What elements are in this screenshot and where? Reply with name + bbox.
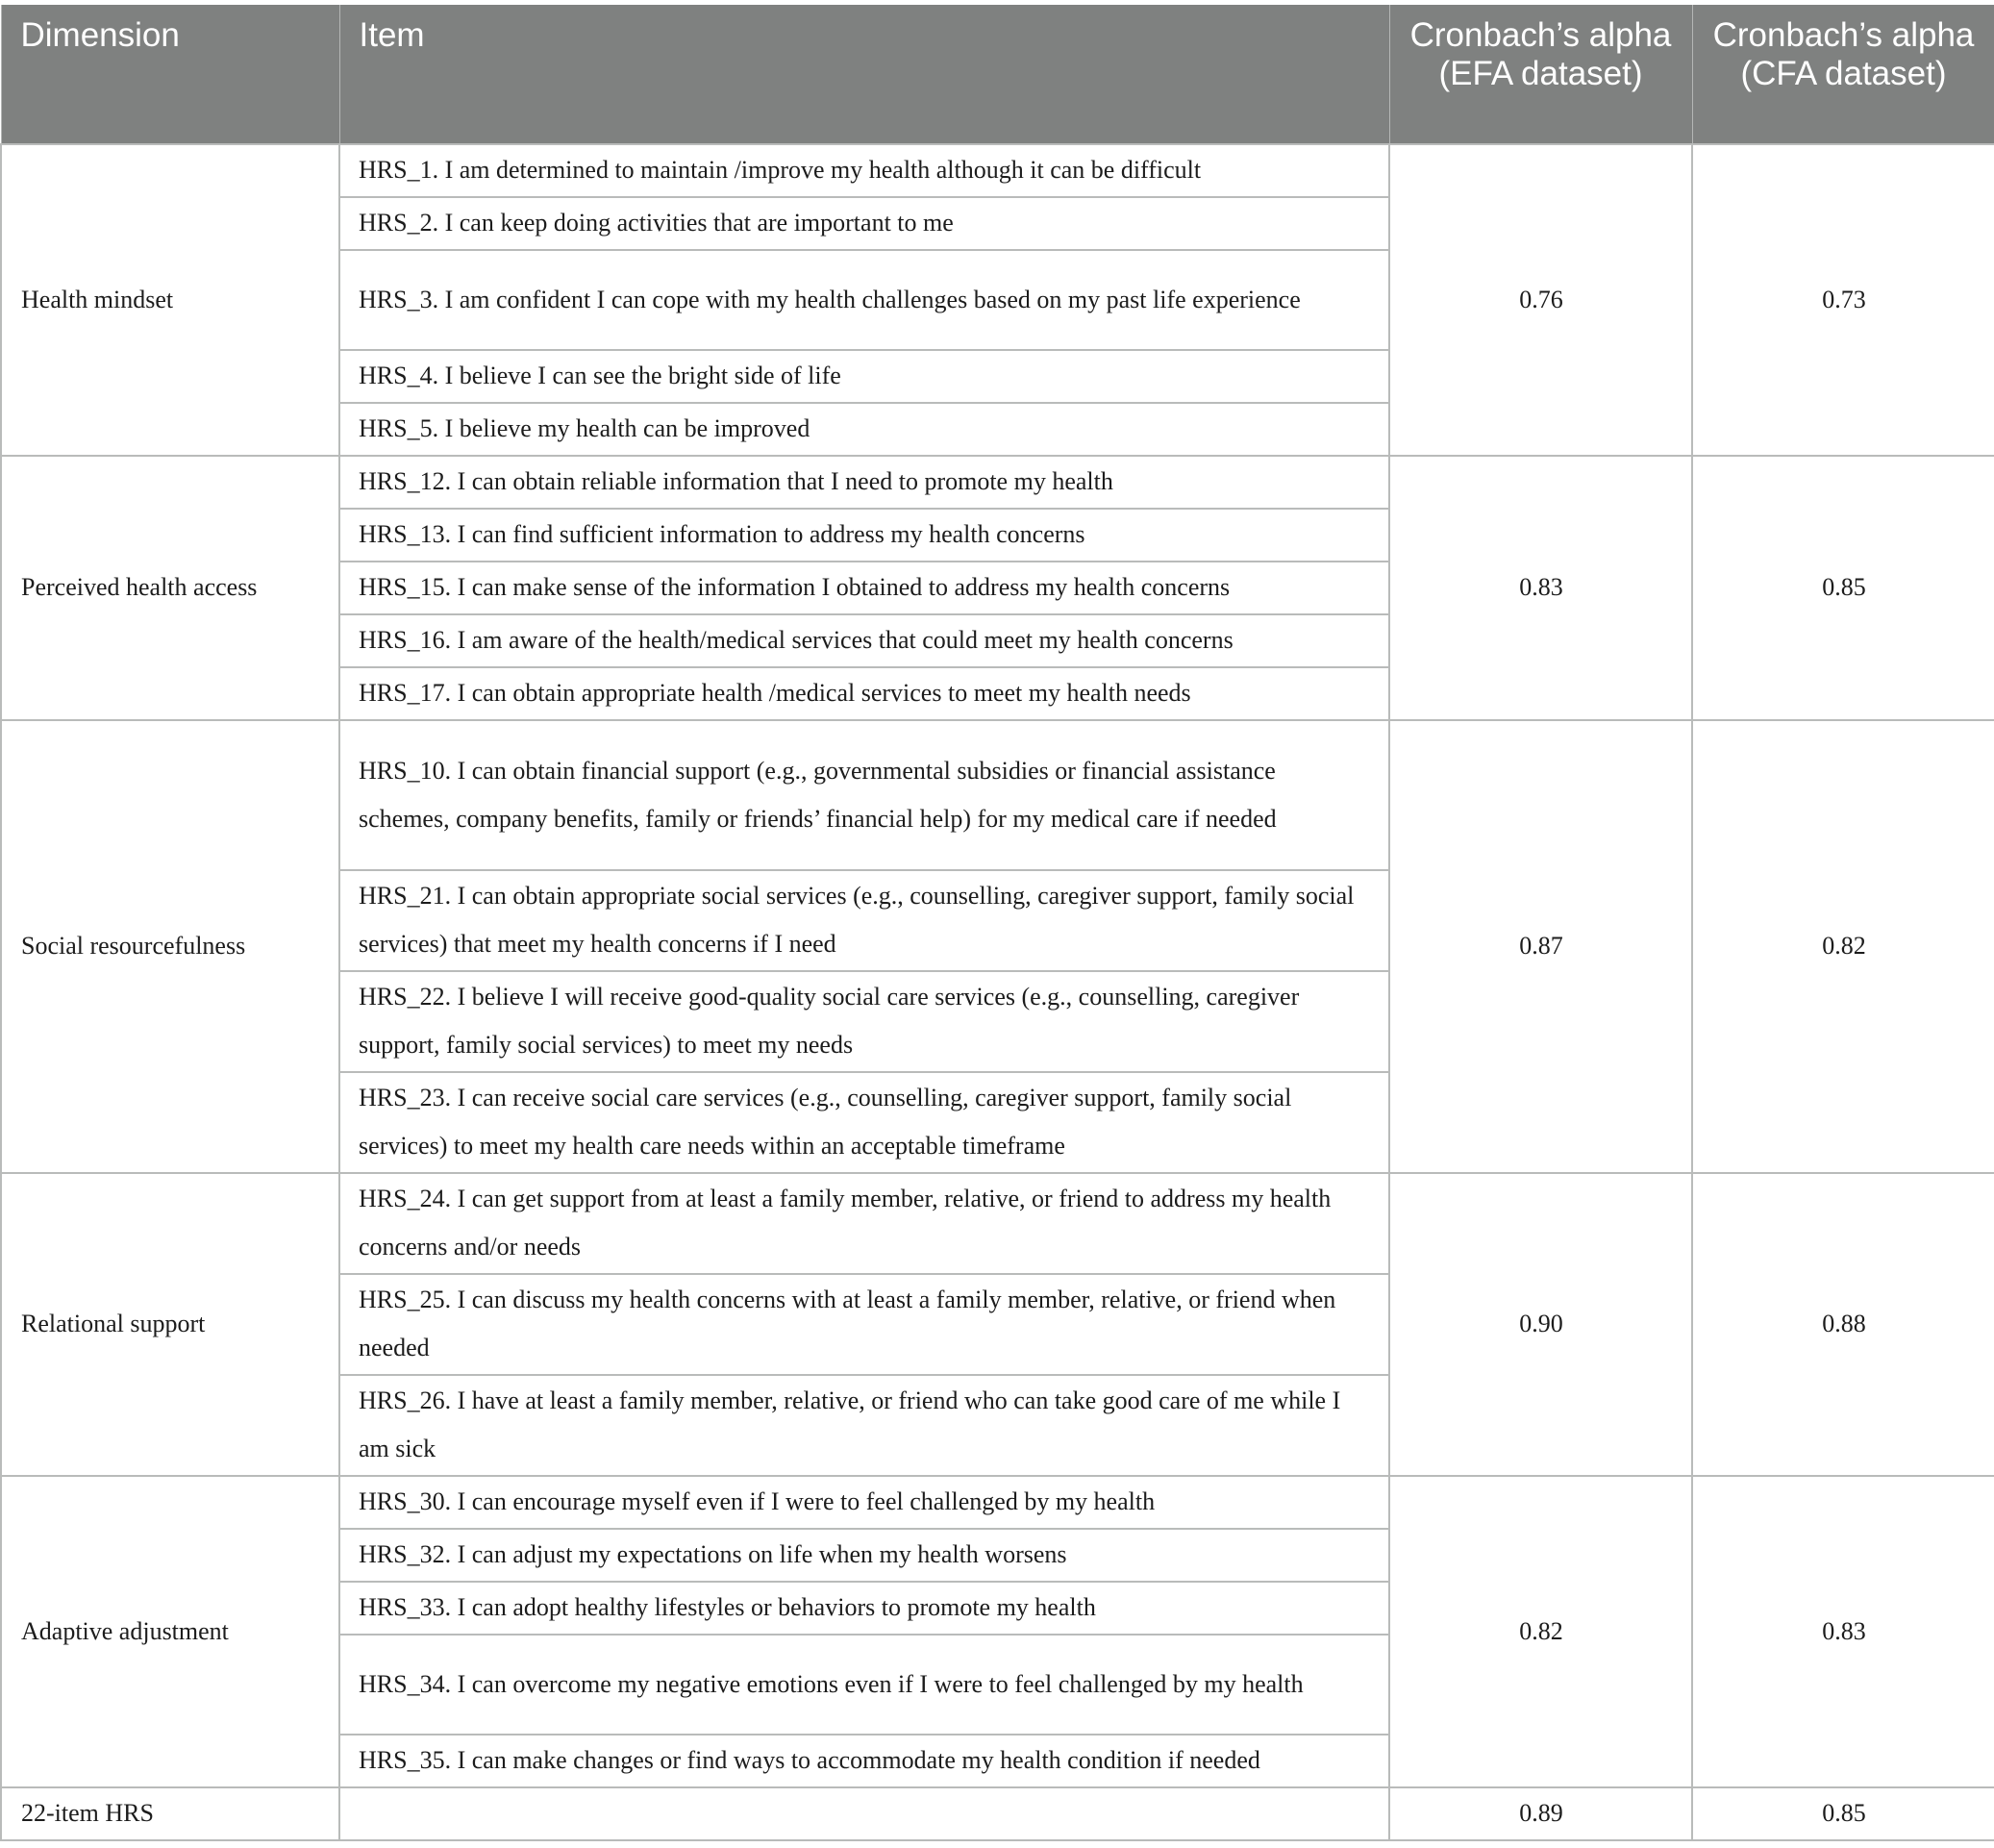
item-cell: HRS_12. I can obtain reliable information that I need to promote my health (339, 456, 1389, 509)
item-cell: HRS_16. I am aware of the health/medical services that could meet my health concerns (339, 614, 1389, 667)
alpha-efa-cell: 0.76 (1389, 144, 1692, 456)
dimension-cell: Adaptive adjustment (1, 1476, 339, 1787)
reliability-table (0, 5, 1994, 1841)
item-cell: HRS_26. I have at least a family member, relative, or friend who can take good care of me while I am sick (339, 1375, 1389, 1476)
item-cell: HRS_4. I believe I can see the bright side of life (339, 350, 1389, 403)
header-item: Item (339, 5, 1389, 144)
header-alpha-cfa: Cronbach’s alpha (CFA dataset) (1692, 5, 1994, 144)
dimension-cell: Health mindset (1, 144, 339, 456)
item-cell: HRS_30. I can encourage myself even if I were to feel challenged by my health (339, 1476, 1389, 1529)
total-alpha-cfa-cell: 0.85 (1692, 1787, 1994, 1840)
table-row (1, 1476, 1994, 1529)
dimension-cell: Perceived health access (1, 456, 339, 720)
item-cell: HRS_10. I can obtain financial support (e.g., governmental subsidies or financial assistance schemes, company benefits, family or friends’ financial help) for my medical care if needed (339, 720, 1389, 870)
total-item-cell (339, 1787, 1389, 1840)
dimension-cell: Social resourcefulness (1, 720, 339, 1173)
header-row (1, 5, 1994, 144)
total-row (1, 1787, 1994, 1840)
table-body (1, 144, 1994, 1840)
alpha-cfa-cell: 0.88 (1692, 1173, 1994, 1476)
alpha-efa-cell: 0.90 (1389, 1173, 1692, 1476)
item-cell: HRS_25. I can discuss my health concerns with at least a family member, relative, or friend when needed (339, 1274, 1389, 1375)
item-cell: HRS_22. I believe I will receive good-quality social care services (e.g., counselling, caregiver support, family social services) to meet my needs (339, 971, 1389, 1072)
total-dimension-cell: 22-item HRS (1, 1787, 339, 1840)
item-cell: HRS_5. I believe my health can be improved (339, 403, 1389, 456)
alpha-cfa-cell: 0.73 (1692, 144, 1994, 456)
header-dimension: Dimension (1, 5, 339, 144)
table-row (1, 720, 1994, 870)
alpha-efa-cell: 0.87 (1389, 720, 1692, 1173)
alpha-cfa-cell: 0.82 (1692, 720, 1994, 1173)
table-header (1, 5, 1994, 144)
item-cell: HRS_1. I am determined to maintain /improve my health although it can be difficult (339, 144, 1389, 197)
table-row (1, 144, 1994, 197)
table-row (1, 1173, 1994, 1274)
item-cell: HRS_33. I can adopt healthy lifestyles or behaviors to promote my health (339, 1582, 1389, 1635)
item-cell: HRS_34. I can overcome my negative emotions even if I were to feel challenged by my health (339, 1635, 1389, 1735)
alpha-efa-cell: 0.82 (1389, 1476, 1692, 1787)
alpha-cfa-cell: 0.83 (1692, 1476, 1994, 1787)
item-cell: HRS_15. I can make sense of the information I obtained to address my health concerns (339, 562, 1389, 614)
alpha-cfa-cell: 0.85 (1692, 456, 1994, 720)
item-cell: HRS_23. I can receive social care services (e.g., counselling, caregiver support, family social services) to meet my health care needs within an acceptable timeframe (339, 1072, 1389, 1173)
dimension-cell: Relational support (1, 1173, 339, 1476)
table-row (1, 456, 1994, 509)
item-cell: HRS_32. I can adjust my expectations on life when my health worsens (339, 1529, 1389, 1582)
item-cell: HRS_24. I can get support from at least a family member, relative, or friend to address my health concerns and/or needs (339, 1173, 1389, 1274)
item-cell: HRS_35. I can make changes or find ways to accommodate my health condition if needed (339, 1735, 1389, 1787)
item-cell: HRS_17. I can obtain appropriate health /medical services to meet my health needs (339, 667, 1389, 720)
item-cell: HRS_3. I am confident I can cope with my health challenges based on my past life experience (339, 250, 1389, 350)
header-alpha-efa: Cronbach’s alpha (EFA dataset) (1389, 5, 1692, 144)
item-cell: HRS_2. I can keep doing activities that are important to me (339, 197, 1389, 250)
total-alpha-efa-cell: 0.89 (1389, 1787, 1692, 1840)
alpha-efa-cell: 0.83 (1389, 456, 1692, 720)
item-cell: HRS_13. I can find sufficient information to address my health concerns (339, 509, 1389, 562)
item-cell: HRS_21. I can obtain appropriate social services (e.g., counselling, caregiver support, family social services) that meet my health concerns if I need (339, 870, 1389, 971)
